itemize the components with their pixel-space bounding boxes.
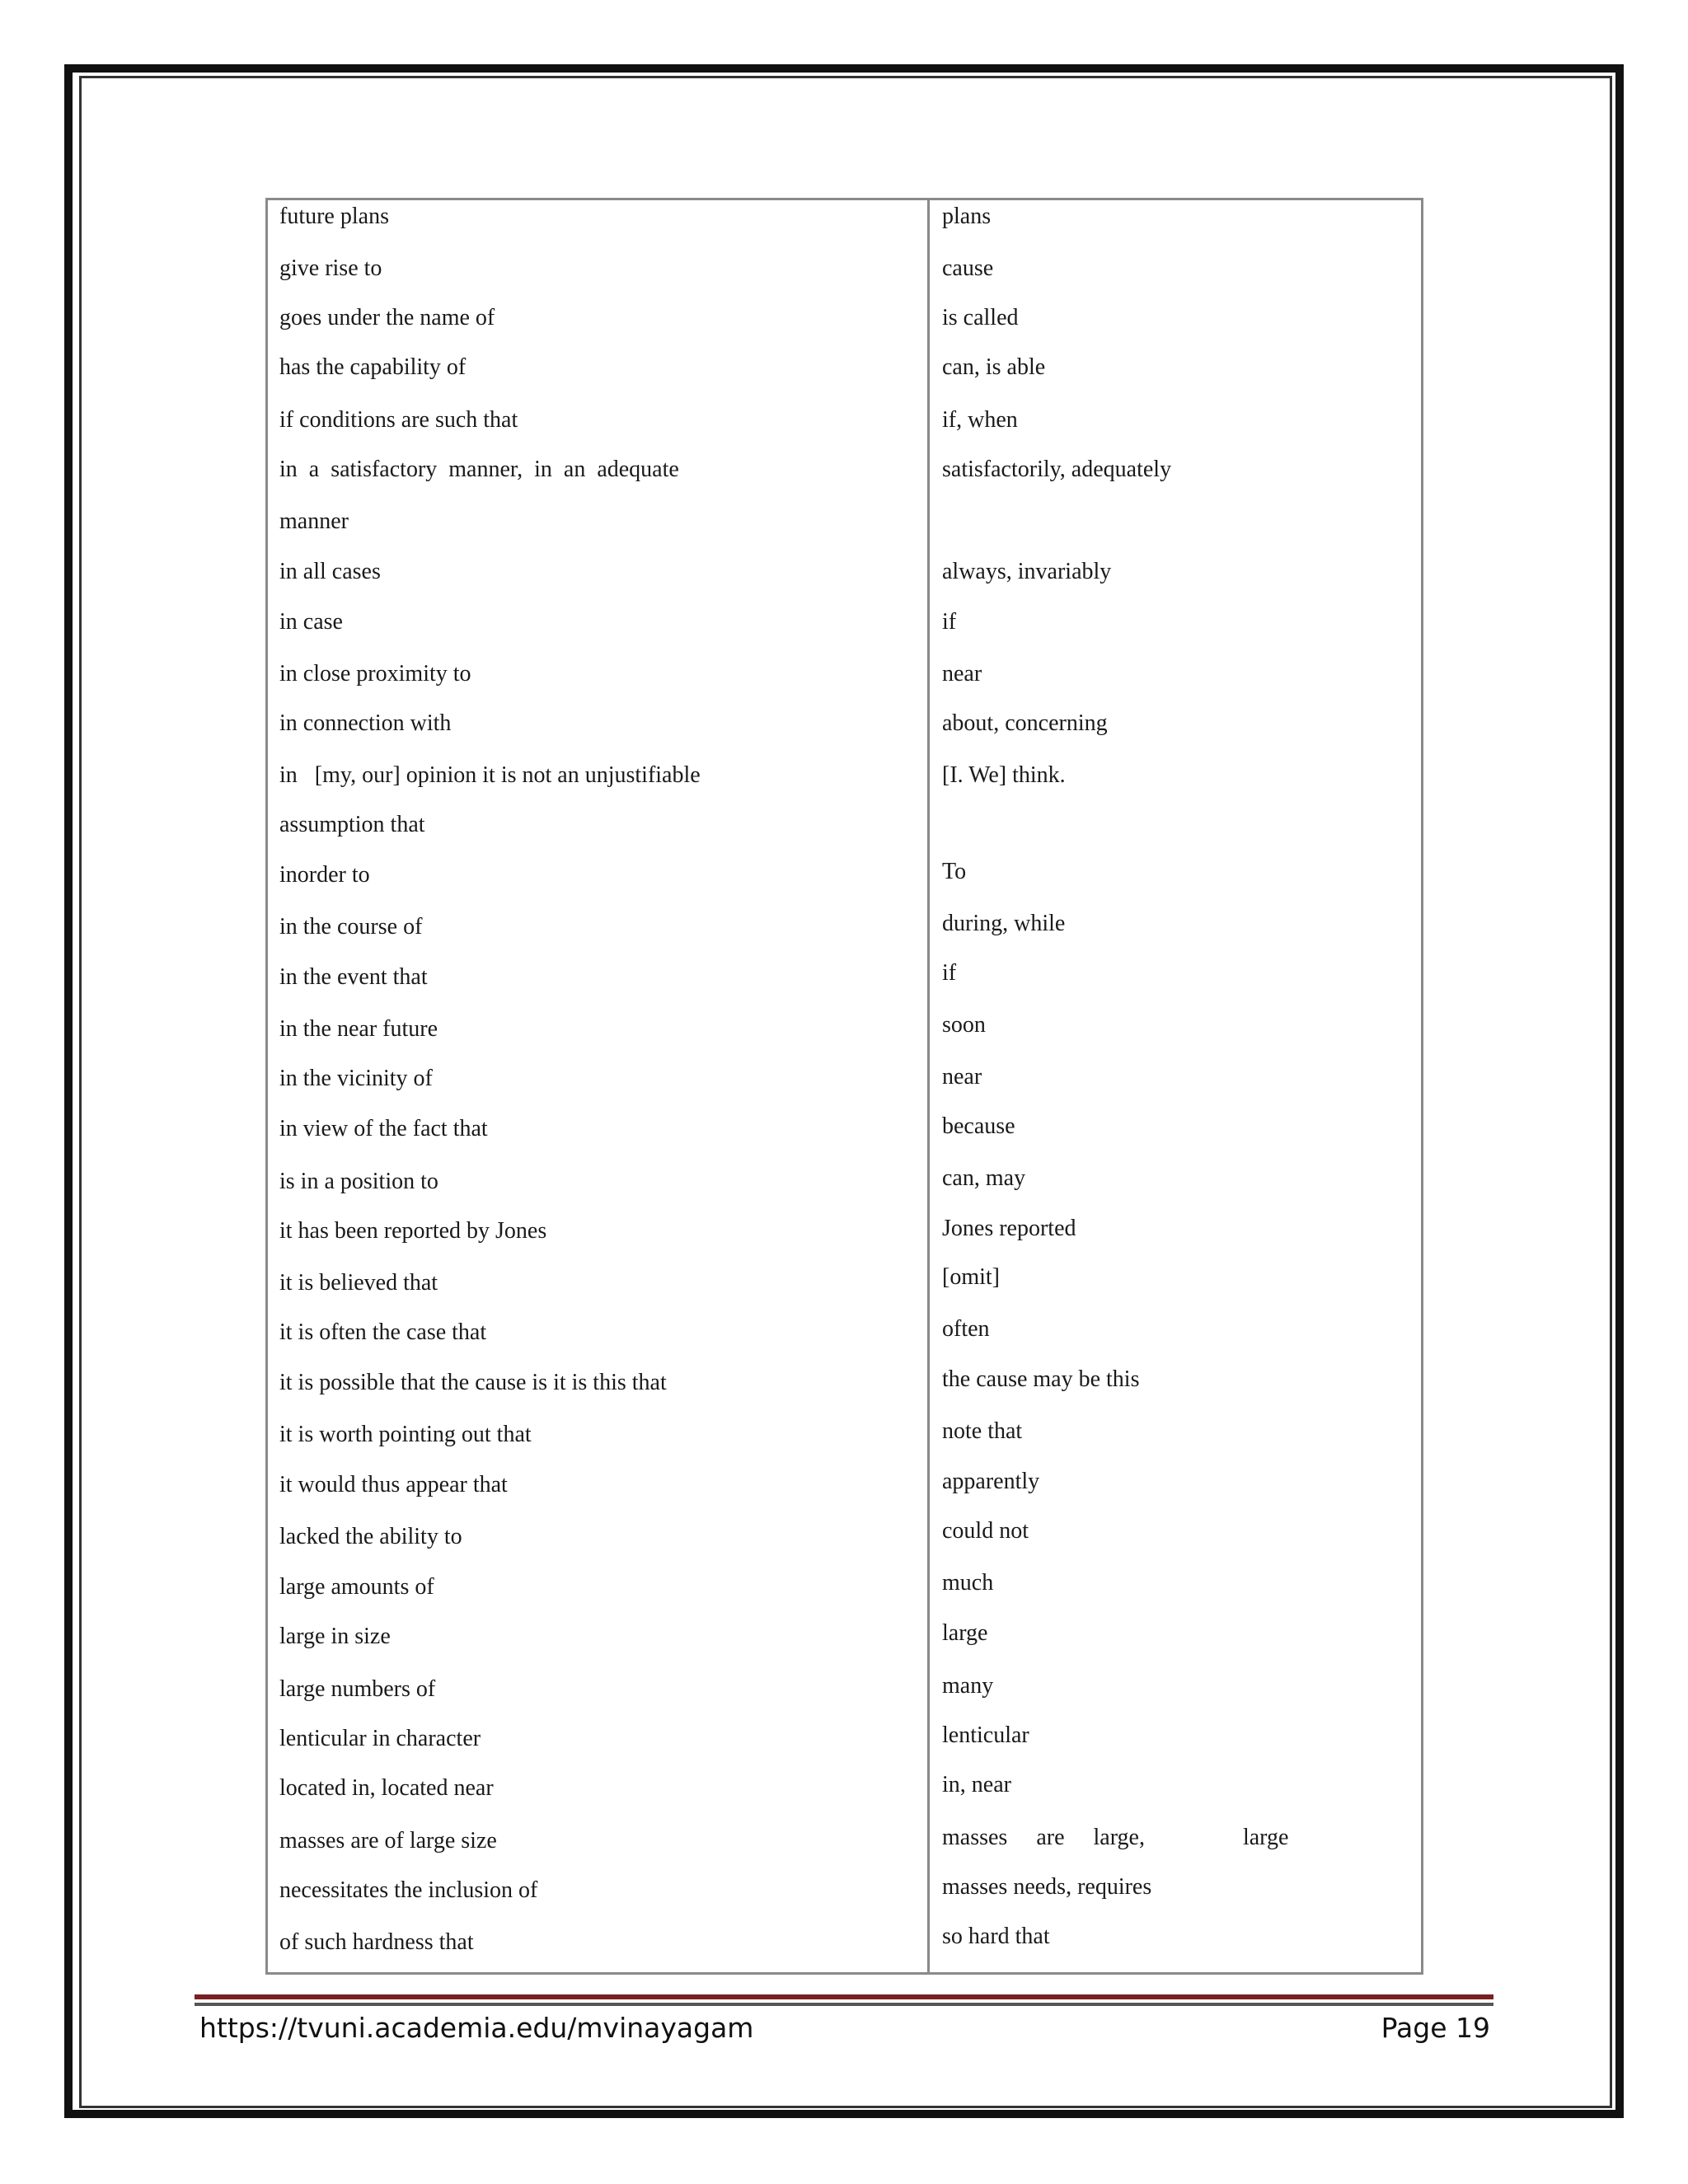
phrase-table (265, 198, 1423, 1975)
left-cell: in the event that (279, 964, 428, 990)
right-cell: large (942, 1620, 988, 1646)
right-cell: can, is able (942, 354, 1046, 380)
left-cell: in [my, our] opinion it is not an unjustifiable (279, 762, 701, 788)
left-cell: of such hardness that (279, 1929, 474, 1955)
right-cell: often (942, 1316, 990, 1342)
left-cell: is in a position to (279, 1169, 438, 1194)
left-cell: in close proximity to (279, 661, 471, 687)
left-cell: necessitates the inclusion of (279, 1877, 538, 1903)
right-cell: in, near (942, 1772, 1011, 1797)
left-cell: it is often the case that (279, 1319, 487, 1345)
left-cell: assumption that (279, 812, 425, 837)
right-cell: satisfactorily, adequately (942, 457, 1172, 482)
left-cell: future plans (279, 204, 389, 229)
right-cell: so hard that (942, 1924, 1050, 1949)
right-cell: about, concerning (942, 710, 1108, 736)
right-cell: the cause may be this (942, 1366, 1140, 1392)
right-cell: [omit] (942, 1264, 1000, 1290)
right-cell: masses are large, large (942, 1825, 1289, 1850)
left-cell: in the course of (279, 914, 423, 940)
right-cell: if, when (942, 407, 1018, 433)
right-cell: To (942, 859, 967, 884)
left-cell: large amounts of (279, 1574, 434, 1600)
right-cell: note that (942, 1418, 1023, 1444)
left-cell: masses are of large size (279, 1828, 497, 1854)
right-cell: plans (942, 204, 992, 229)
left-cell: give rise to (279, 255, 382, 281)
right-cell: soon (942, 1012, 986, 1038)
left-cell: in case (279, 609, 343, 635)
left-cell: in the vicinity of (279, 1066, 433, 1091)
footer-rule (195, 1994, 1493, 1999)
left-cell: lenticular in character (279, 1726, 481, 1751)
left-cell: in view of the fact that (279, 1116, 488, 1141)
footer-rule-shadow (195, 2003, 1493, 2006)
right-cell: could not (942, 1518, 1029, 1544)
left-cell: it is believed that (279, 1270, 438, 1296)
page-number: Page 19 (1381, 2012, 1490, 2044)
left-cell: if conditions are such that (279, 407, 518, 433)
left-cell: has the capability of (279, 354, 467, 380)
right-cell: apparently (942, 1469, 1040, 1494)
right-cell: lenticular (942, 1722, 1029, 1748)
right-cell: [I. We] think. (942, 762, 1066, 788)
left-cell: in the near future (279, 1016, 438, 1042)
right-cell: always, invariably (942, 559, 1112, 584)
left-cell: in a satisfactory manner, in an adequate (279, 457, 679, 482)
left-cell: it would thus appear that (279, 1472, 508, 1497)
left-cell: lacked the ability to (279, 1524, 462, 1549)
right-cell: if (942, 960, 957, 986)
right-cell: much (942, 1570, 994, 1596)
left-cell: in connection with (279, 710, 452, 736)
right-cell: many (942, 1673, 994, 1699)
footer-url: https://tvuni.academia.edu/mvinayagam (199, 2012, 754, 2044)
right-cell: masses needs, requires (942, 1874, 1152, 1900)
left-cell: goes under the name of (279, 305, 495, 330)
left-cell: it is possible that the cause is it is this that (279, 1370, 667, 1395)
right-cell: can, may (942, 1165, 1026, 1191)
right-cell: during, while (942, 911, 1066, 936)
right-cell: because (942, 1113, 1015, 1139)
left-cell: large in size (279, 1624, 391, 1649)
left-cell: it is worth pointing out that (279, 1422, 532, 1447)
column-divider (927, 200, 930, 1972)
left-cell: in all cases (279, 559, 381, 584)
right-cell: cause (942, 255, 994, 281)
left-cell: located in, located near (279, 1775, 494, 1801)
right-cell: if (942, 609, 957, 635)
right-cell: is called (942, 305, 1019, 330)
left-cell: large numbers of (279, 1676, 436, 1702)
left-cell: it has been reported by Jones (279, 1218, 547, 1244)
left-cell: manner (279, 509, 349, 534)
right-cell: near (942, 661, 982, 687)
right-cell: Jones reported (942, 1216, 1076, 1241)
left-cell: inorder to (279, 862, 370, 888)
right-cell: near (942, 1064, 982, 1090)
